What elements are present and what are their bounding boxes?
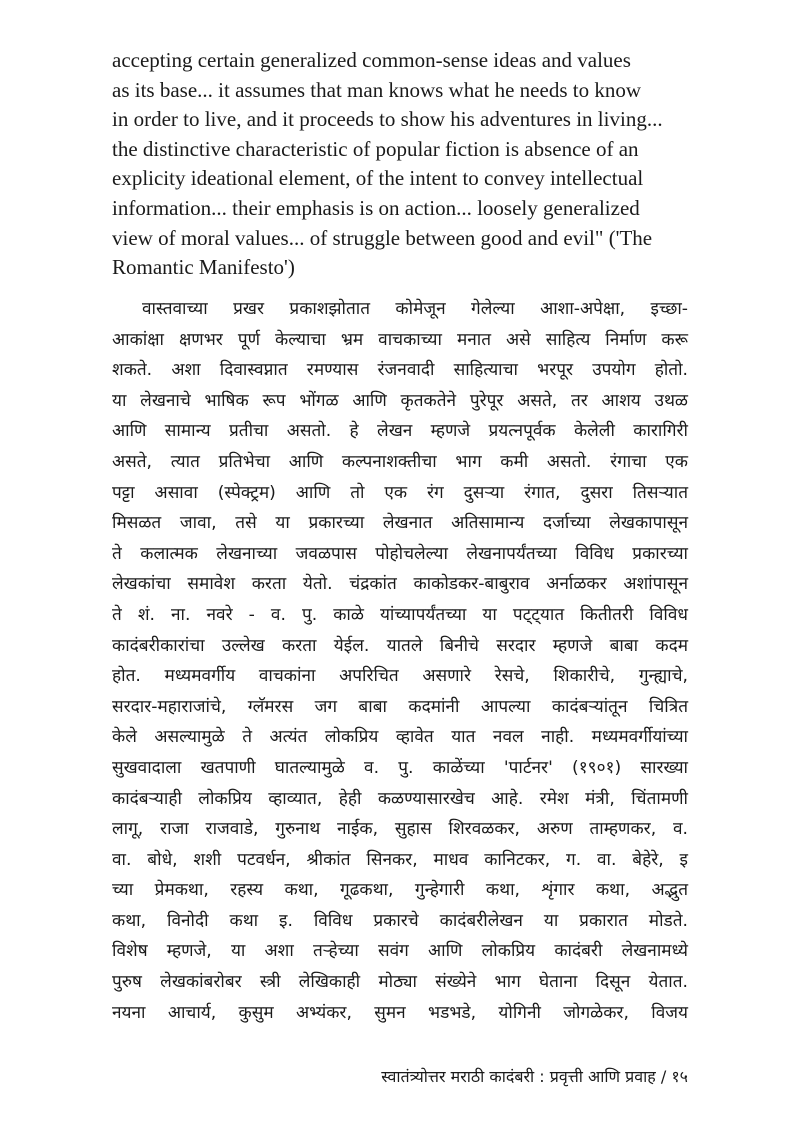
page-footer: स्वातंत्र्योत्तर मराठी कादंबरी : प्रवृत्ती आणि प्रवाह / १५ xyxy=(381,1067,688,1086)
paragraph-line: आणि सामान्य प्रतीचा असतो. हे लेखन म्हणजे प्रयत्नपूर्वक केलेली कारागिरी xyxy=(112,421,688,442)
quote-line: Romantic Manifesto') xyxy=(112,255,295,280)
paragraph-line: मिसळत जावा, तसे या प्रकारच्या लेखनात अतिसामान्य दर्जाच्या लेखकापासून xyxy=(112,513,688,534)
quote-line: in order to live, and it proceeds to show his adventures in living... xyxy=(112,107,663,132)
paragraph-line: वास्तवाच्या प्रखर प्रकाशझोतात कोमेजून गेलेल्या आशा-अपेक्षा, इच्छा- xyxy=(142,299,688,319)
paragraph-line: केले असल्यामुळे ते अत्यंत लोकप्रिय व्हावेत यात नवल नाही. मध्यमवर्गीयांच्या xyxy=(112,727,688,748)
paragraph-line: होत. मध्यमवर्गीय वाचकांना अपरिचित असणारे रेसचे, शिकारीचे, गुन्ह्याचे, xyxy=(112,666,688,687)
paragraph-line: सरदार-महाराजांचे, ग्लॅमरस जग बाबा कदमांनी आपल्या कादंबऱ्यांतून चित्रित xyxy=(112,696,688,717)
marathi-paragraph xyxy=(112,294,688,1028)
quote-line: information... their emphasis is on action... loosely generalized xyxy=(112,195,640,220)
paragraph-line: असते, त्यात प्रतिभेचा आणि कल्पनाशक्तीचा भाग कमी असतो. रंगाचा एक xyxy=(112,451,688,472)
quote-line: the distinctive characteristic of popular fiction is absence of an xyxy=(112,136,639,161)
paragraph-line: विशेष म्हणजे, या अशा तऱ्हेच्या सवंग आणि लोकप्रिय कादंबरी लेखनामध्ये xyxy=(112,941,688,962)
paragraph-line: कथा, विनोदी कथा इ. विविध प्रकारचे कादंबरीलेखन या प्रकारात मोडते. xyxy=(112,910,688,931)
paragraph-line: आकांक्षा क्षणभर पूर्ण केल्याचा भ्रम वाचकाच्या मनात असे साहित्य निर्माण करू xyxy=(112,329,688,350)
paragraph-line: च्या प्रेमकथा, रहस्य कथा, गूढकथा, गुन्हेगारी कथा, शृंगार कथा, अद्भुत xyxy=(112,880,688,901)
paragraph-line: ते कलात्मक लेखनाच्या जवळपास पोहोचलेल्या लेखनापर्यंतच्या विविध प्रकारच्या xyxy=(112,543,688,564)
paragraph-line: पट्टा असावा (स्पेक्ट्रम) आणि तो एक रंग दुसऱ्या रंगात, दुसरा तिसऱ्यात xyxy=(112,482,688,503)
paragraph-line: पुरुष लेखकांबरोबर स्त्री लेखिकाही मोठ्या संख्येने भाग घेताना दिसून येतात. xyxy=(112,972,688,993)
quote-line: accepting certain generalized common-sense ideas and values xyxy=(112,48,631,72)
paragraph-line: शकते. अशा दिवास्वप्नात रमण्यास रंजनवादी साहित्याचा भरपूर उपयोग होतो. xyxy=(112,360,688,381)
quote-line: view of moral values... of struggle between good and evil" ('The xyxy=(112,225,653,250)
quote-line: as its base... it assumes that man knows what he needs to know xyxy=(112,77,641,102)
paragraph-line: या लेखनाचे भाषिक रूप भोंगळ आणि कृतकतेने पुरेपूर असते, तर आशय उथळ xyxy=(112,390,688,411)
paragraph-line: नयना आचार्य, कुसुम अभ्यंकर, सुमन भडभडे, योगिनी जोगळेकर, विजय xyxy=(112,1002,688,1023)
paragraph-line: सुखवादाला खतपाणी घातल्यामुळे व. पु. काळेंच्या 'पार्टनर' (१९०१) सारख्या xyxy=(112,757,688,778)
quote-line: explicity ideational element, of the intent to convey intellectual xyxy=(112,166,644,191)
paragraph-line: कादंबरीकारांचा उल्लेख करता येईल. यातले बिनीचे सरदार म्हणजे बाबा कदम xyxy=(112,635,688,656)
paragraph-line: ते शं. ना. नवरे - व. पु. काळे यांच्यापर्यंतच्या या पट्ट्यात कितीतरी विविध xyxy=(112,604,688,625)
paragraph-line: कादंबऱ्याही लोकप्रिय व्हाव्यात, हेही कळण्यासारखेच आहे. रमेश मंत्री, चिंतामणी xyxy=(112,788,688,809)
paragraph-line: लेखकांचा समावेश करता येतो. चंद्रकांत काकोडकर-बाबुराव अर्नाळकर अशांपासून xyxy=(112,574,688,595)
paragraph-line: वा. बोधे, शशी पटवर्धन, श्रीकांत सिनकर, माधव कानिटकर, ग. वा. बेहेरे, इ xyxy=(112,849,688,870)
paragraph-line: लागू, राजा राजवाडे, गुरुनाथ नाईक, सुहास शिरवळकर, अरुण ताम्हणकर, व. xyxy=(112,819,688,840)
english-quote xyxy=(112,46,688,283)
